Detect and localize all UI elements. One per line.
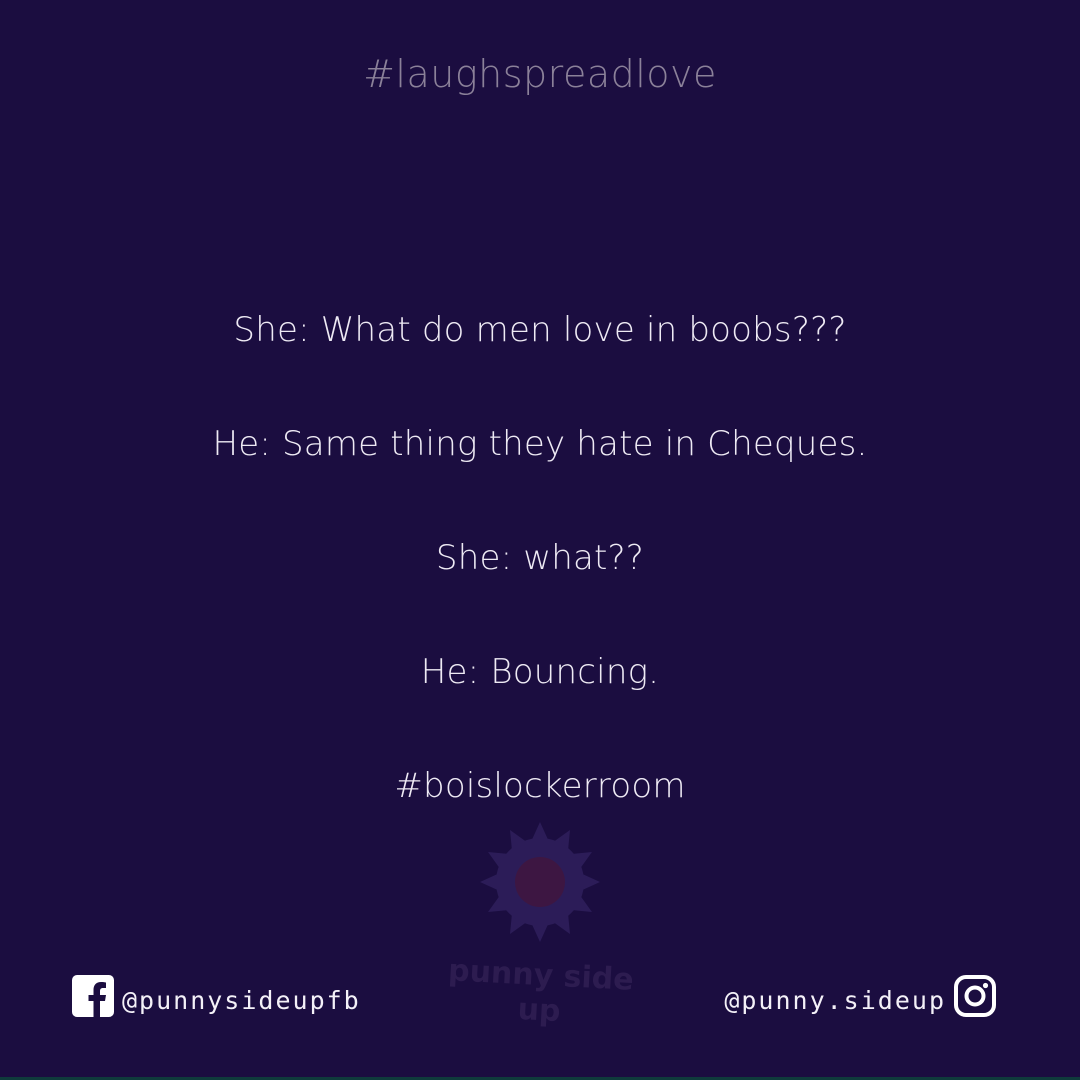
joke-line: She: What do men love in boobs??? bbox=[233, 310, 847, 350]
facebook-icon bbox=[72, 975, 114, 1017]
top-hashtag: #laughspreadlove bbox=[363, 52, 717, 96]
joke-hashtag: #boislockerroom bbox=[394, 766, 686, 806]
sun-egg-logo-icon bbox=[430, 820, 650, 960]
instagram-handle[interactable]: @punny.sideup bbox=[724, 985, 946, 1015]
watermark-logo bbox=[430, 820, 650, 1030]
watermark-text: punny side up bbox=[447, 953, 635, 1030]
facebook-handle[interactable]: @punnysideupfb bbox=[122, 985, 361, 1015]
joke-line: She: what?? bbox=[435, 538, 645, 578]
joke-line: He: Same thing they hate in Cheques. bbox=[212, 424, 868, 464]
instagram-icon bbox=[954, 975, 996, 1017]
instagram-handle-group[interactable] bbox=[724, 974, 996, 1018]
facebook-handle-group[interactable] bbox=[72, 974, 361, 1018]
joke-line: He: Bouncing. bbox=[420, 652, 660, 692]
